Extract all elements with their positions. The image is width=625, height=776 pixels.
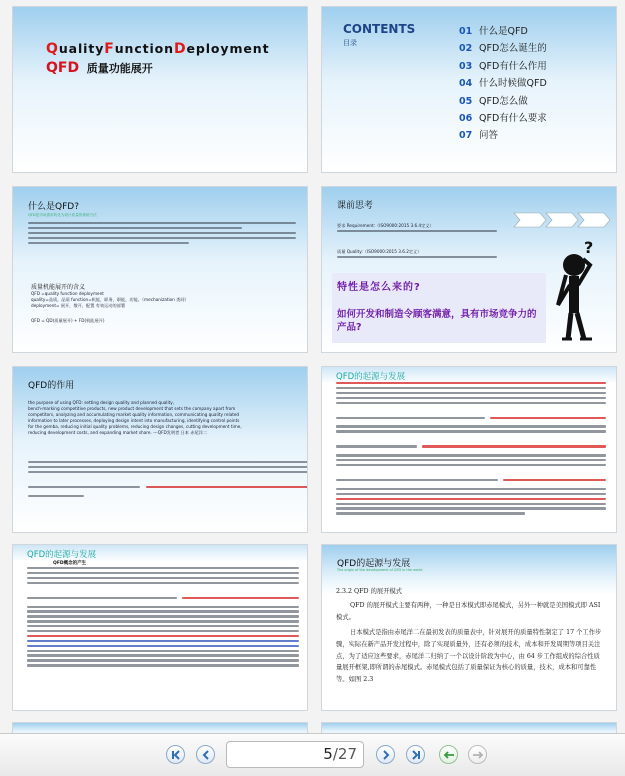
slide-tagline: QFD是市场需求转化为设计质量的系统方法 [28, 213, 97, 217]
slide-tagline: The origin of the development of QFD in the world [337, 568, 423, 572]
slide-subheading: QFD概念的产生 [53, 561, 87, 566]
english-line: bench-marking competitive products, new product development that sets the company apart from [28, 406, 236, 411]
last-page-button[interactable] [406, 745, 425, 764]
slide-thumbnail-9[interactable] [12, 722, 308, 733]
contents-item: 05 QFD怎么做 [459, 95, 528, 107]
first-page-button[interactable] [166, 745, 185, 764]
definition-line: QFD =quality function deployment [31, 291, 104, 296]
arrow-right-icon [470, 747, 486, 763]
contents-item: 06 QFD有什么要求 [459, 113, 547, 125]
previous-page-button[interactable] [196, 745, 215, 764]
english-line: information to later processes, deploying design intent into manufacturing, identifying control points [28, 418, 240, 423]
process-arrows-icon [512, 207, 612, 237]
next-page-button[interactable] [376, 745, 395, 764]
forward-button[interactable] [468, 745, 487, 764]
body-text-block [337, 230, 497, 235]
svg-text:?: ? [584, 238, 594, 257]
contents-item: 02 QFD怎么诞生的 [459, 43, 547, 55]
back-button[interactable] [439, 745, 458, 764]
slide-heading: QFD的起源与发展 [337, 559, 411, 569]
question-2: 如何开发和制造令顾客满意，具有市场竞争力的产品? [337, 309, 537, 333]
slide-thumbnail-3[interactable] [12, 186, 308, 353]
last-page-icon [408, 747, 424, 763]
slide-thumbnail-10[interactable] [321, 722, 617, 733]
total-page-count: 27 [337, 745, 357, 763]
contents-item: 01 什么是QFD [459, 26, 528, 37]
english-line: the purpose of using QFD: setting design quality and planned quality, [28, 400, 175, 405]
standard-quality: 质量 Quality:（ISO9000:2015 3.6.2定义） [337, 249, 422, 254]
navigation-toolbar [0, 733, 625, 776]
slide-thumbnail-4[interactable] [321, 186, 617, 353]
slide-thumbnail-5[interactable] [12, 366, 308, 533]
english-line: for the gemba, reducing initial quality problems, reducing design changes, cutting development time, [28, 424, 242, 429]
slide-subtitle: QFD 质量功能展开 [46, 60, 153, 76]
contents-subtitle: 目录 [343, 39, 357, 47]
arrow-left-icon [441, 747, 457, 763]
slide-thumbnail-8[interactable] [321, 544, 617, 711]
formula-line: QFD = QD(质量展开) + FD(机能展开) [31, 318, 105, 323]
contents-item: 03 QFD有什么作用 [459, 60, 547, 72]
slide-heading: 什么是QFD? [28, 202, 79, 212]
contents-list [459, 23, 547, 145]
slide-title-qfd: QualityFunctionDeployment [46, 41, 270, 57]
contents-item: 07 问答 [459, 130, 499, 142]
thinking-figure-icon [550, 235, 610, 345]
definition-line: deployment= 展开，散开，配置 有效运动的部署 [31, 303, 126, 308]
slide-thumbnail-1[interactable] [12, 6, 308, 173]
slide-heading: QFD的起源与发展 [27, 550, 97, 560]
body-text-block [28, 222, 296, 246]
definition-line: quality=品质，品质 function=机能，职务，职能，功能。（mechanization 类同） [31, 297, 189, 302]
contents-title: CONTENTS [343, 22, 416, 36]
page-separator: / [332, 745, 338, 763]
slide-thumbnail-6[interactable] [321, 366, 617, 533]
slide-heading: QFD的起源与发展 [336, 372, 406, 382]
slide-heading: QFD的作用 [28, 381, 75, 391]
contents-item: 04 什么时候做QFD [459, 78, 547, 90]
english-line: reducing development costs, and expanding market share. ---QFD发明者 日本 赤尾洋二 [28, 430, 208, 435]
paragraph-1: QFD 的展开模式主要有两种，一种是日本模式即赤尾模式，另外一种就是美国模式即 ASI 模式。 [336, 602, 601, 621]
current-page-number: 5 [323, 745, 333, 763]
page-number-field[interactable] [226, 741, 364, 768]
slide-thumbnail-2[interactable] [321, 6, 617, 173]
chevron-left-icon [198, 747, 214, 763]
question-1: 特性是怎么来的? [337, 282, 421, 293]
body-text-block [28, 461, 308, 500]
section-number: 2.3.2 QFD 的展开模式 [336, 588, 403, 595]
slide-thumbnail-7[interactable] [12, 544, 308, 711]
chevron-right-icon [378, 747, 394, 763]
standard-requirement: 要求 Requirement:（ISO9000:2015 3.6.4定义） [337, 223, 434, 228]
slide-heading: 课前思考 [337, 201, 374, 211]
paragraph-2: 日本模式是指由赤尾洋二在最初发表的质量表中，针对展开的质量特性制定了 17 个工作步骤，实际在新产品开发过程中，除了实现质量外，还有必须的技术，成本和开发周期等项目关注点，为了适应这些要求，赤尾洋二归纳了一个以设计阶段为中心，由 64 步工作组成的综合性质量展开框架,即所谓的赤尾模式。赤尾模式包括了质量保证为核心的质量，技术，成本和可靠性等。如图 2.3 [336, 629, 602, 684]
section-heading: 质量机能展开的含义 [31, 284, 86, 291]
body-text-block [27, 567, 299, 669]
first-page-icon [168, 747, 184, 763]
body-text-block [336, 382, 606, 517]
english-line: competitors, analyzing and accumulating market quality information, communicating quality related [28, 412, 240, 417]
body-text-block [337, 256, 497, 261]
